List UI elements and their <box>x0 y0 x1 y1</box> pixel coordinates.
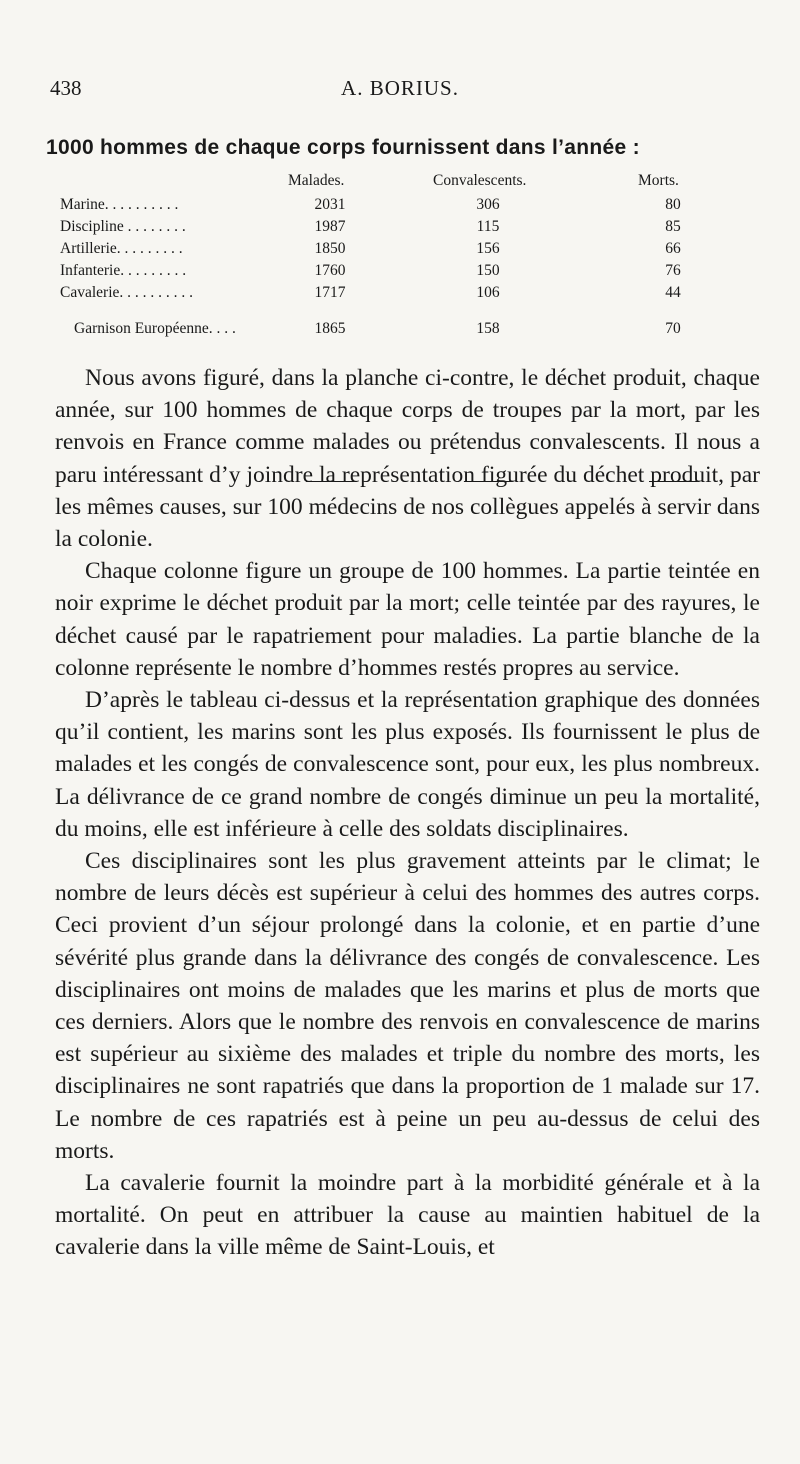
table-caption: 1000 hommes de chaque corps fournissent dans l’année : <box>46 136 640 159</box>
cell-morts: 70 <box>665 320 681 337</box>
cell-convalescents: 158 <box>476 320 500 337</box>
row-label: Marine. . . . . . . . . . <box>60 196 179 213</box>
page-number: 438 <box>50 76 82 100</box>
cell-malades: 1850 <box>314 240 346 257</box>
table-row-discipline <box>60 218 740 240</box>
row-label: Discipline . . . . . . . . <box>60 218 186 235</box>
cell-convalescents: 150 <box>476 262 500 279</box>
cell-morts: 85 <box>665 218 681 235</box>
row-label: Cavalerie. . . . . . . . . . <box>60 284 194 301</box>
row-label: Infanterie. . . . . . . . . <box>60 262 187 279</box>
running-head <box>50 76 750 102</box>
column-header-morts: Morts. <box>638 172 679 189</box>
cell-morts: 76 <box>665 262 681 279</box>
cell-morts: 66 <box>665 240 681 257</box>
row-label: Garnison Européenne. . . . <box>74 320 236 337</box>
row-label: Artillerie. . . . . . . . . <box>60 240 183 257</box>
paragraph: D’après le tableau ci-dessus et la représentation graphique des données qu’il contient, les marins sont les plus exposés. Ils fournissent le plus de malades et les congés de convalescence sont, pour eux, les plus nombreux. La délivrance de ce grand nombre de congés diminue un peu la mortalité, du moins, elle est inférieure à celle des soldats disciplinaires. <box>55 687 760 842</box>
cell-malades: 1717 <box>314 284 346 301</box>
column-header-malades: Malades. <box>288 172 345 189</box>
paragraph: Chaque colonne figure un groupe de 100 hommes. La partie teintée en noir exprime le déchet produit par la mort; celle teintée par des rayures, le déchet causé par le rapatriement pour maladies. La partie blanche de la colonne représente le nombre d’hommes restés propres au service. <box>55 558 760 681</box>
table-row-total <box>60 320 740 342</box>
cell-malades: 1865 <box>314 320 346 337</box>
cell-malades: 1987 <box>314 218 346 235</box>
running-title: A. BORIUS. <box>341 76 459 100</box>
table-row-cavalerie <box>60 284 740 306</box>
cell-convalescents: 306 <box>476 196 500 213</box>
table-row-infanterie <box>60 262 740 284</box>
cell-convalescents: 156 <box>476 240 500 257</box>
table-row-marine <box>60 196 740 218</box>
cell-convalescents: 106 <box>476 284 500 301</box>
cell-malades: 2031 <box>314 196 346 213</box>
table-row-artillerie <box>60 240 740 262</box>
paragraph: Ces disciplinaires sont les plus gravement atteints par le climat; le nombre de leurs décès est supérieur à celui des hommes des autres corps. Ceci provient d’un séjour prolongé dans la colonie, et en partie d’une sévérité plus grande dans la délivrance des congés de convalescence. Les disciplinaires ont moins de malades que les marins et plus de morts que ces derniers. Alors que le nombre des renvois en convalescence de marins est supérieur au sixième des malades et triple du nombre des morts, les disciplinaires ne sont rapatriés que dans la proportion de 1 malade sur 17. Le nombre de ces rapatriés est à peine un peu au-dessus de celui des morts. <box>55 848 760 1164</box>
column-header-convalescents: Convalescents. <box>433 172 527 189</box>
paragraph: La cavalerie fournit la moindre part à la morbidité générale et à la mortalité. On peut en attribuer la cause au maintien habituel de la cavalerie dans la ville même de Saint-Louis, et <box>55 1170 760 1261</box>
cell-morts: 80 <box>665 196 681 213</box>
cell-morts: 44 <box>665 284 681 301</box>
paragraph: Nous avons figuré, dans la planche ci-contre, le déchet produit, chaque année, sur 100 hommes de chaque corps de troupes par la mort, par les renvois en France comme malades ou prétendus convalescents. Il nous a paru intéressant d’y joindre la représentation figurée du déchet produit, par les mêmes causes, sur 100 médecins de nos collègues appelés à servir dans la colonie. <box>55 365 760 553</box>
cell-convalescents: 115 <box>476 218 500 235</box>
body-text <box>55 362 760 1264</box>
cell-malades: 1760 <box>314 262 346 279</box>
